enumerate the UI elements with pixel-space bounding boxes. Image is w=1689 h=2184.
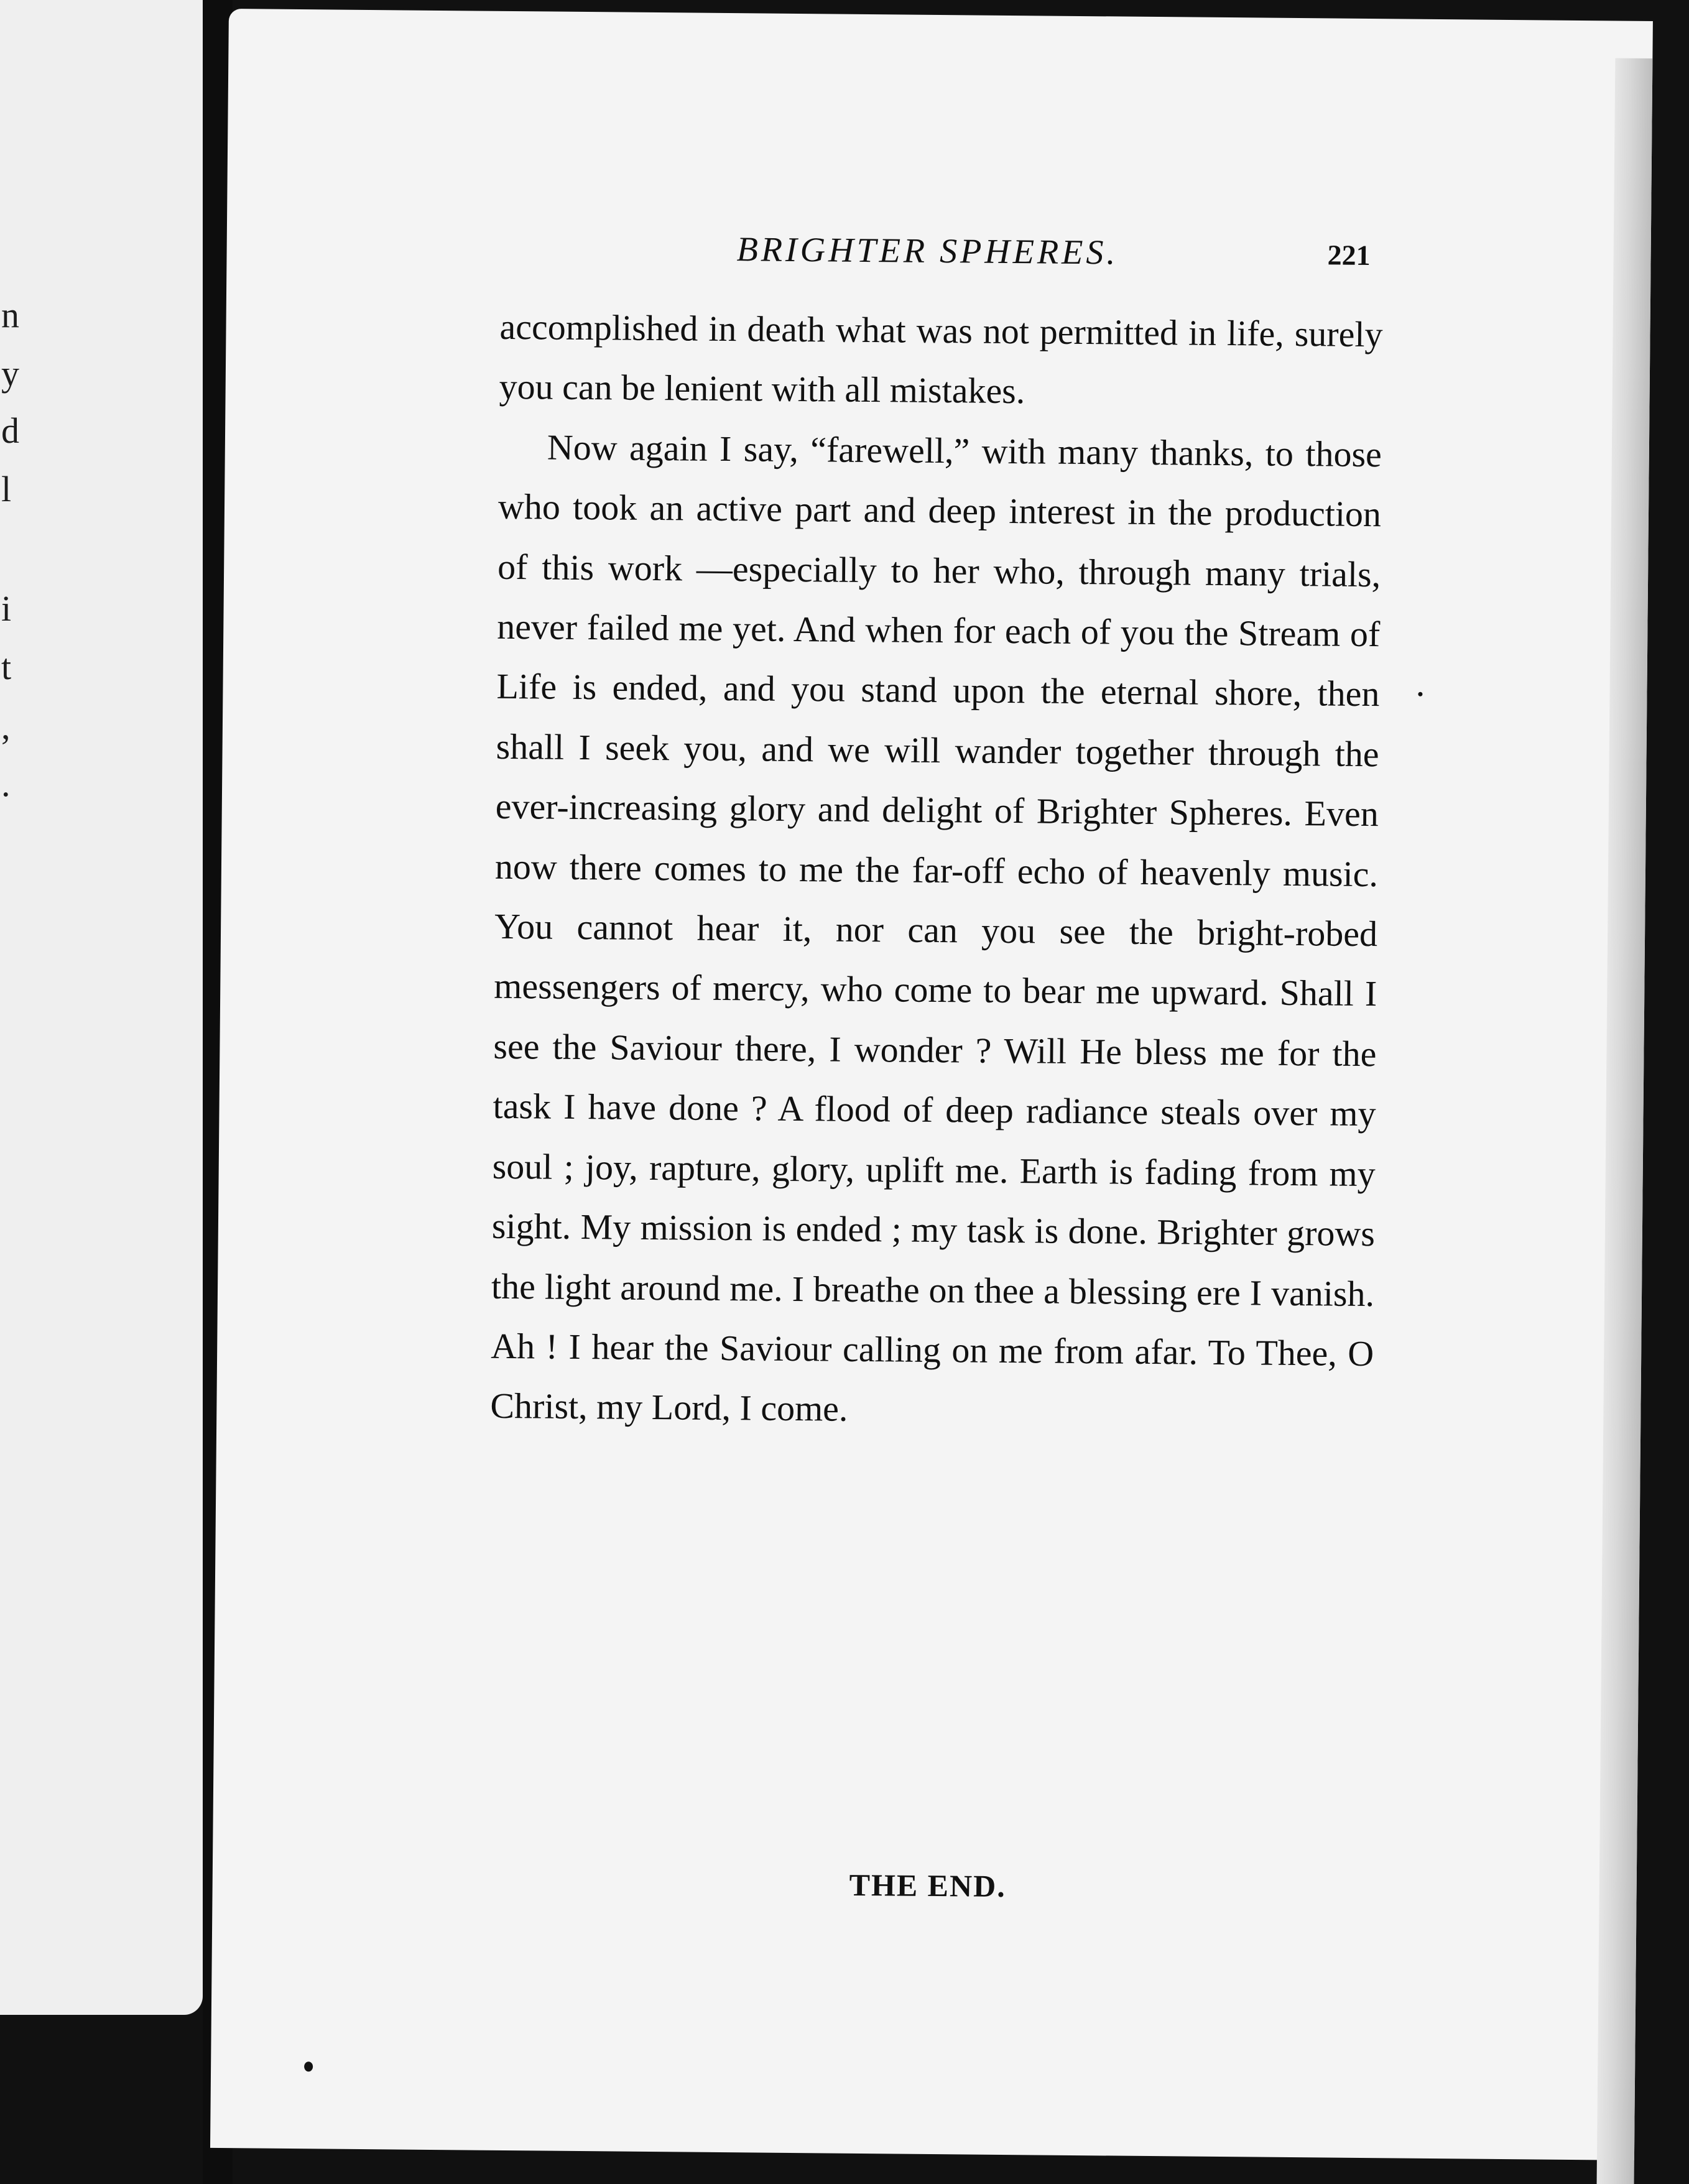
left-page-fragment: d bbox=[1, 410, 19, 451]
ink-speck bbox=[304, 2061, 313, 2071]
body-text bbox=[490, 297, 1383, 1904]
left-page-fragment: . bbox=[1, 764, 11, 804]
left-page-fragment: i bbox=[1, 588, 12, 629]
left-page-fragment: t bbox=[1, 647, 12, 687]
left-page-fragment: n bbox=[1, 295, 19, 335]
paragraph: Now again I say, “farewell,” with many thanks, to those who took an active part and deep interest in the production of this work —especially to her who, through many trials, never failed me yet. And when for each of you the Stream of Life is ended, and you stand upon the eternal shore, then shall I seek you, and we will wander together through the ever-increasing glory and delight of Brighter Spheres. Even now there comes to me the far-off echo of heavenly music. You cannot hear it, nor can you see the bright-robed messengers of mercy, who come to bear me upward. Shall I see the Saviour there, I wonder ? Will He bless me for the task I have done ? A flood of deep radiance steals over my soul ; joy, rapture, glory, uplift me. Earth is fading from my sight. My mission is ended ; my task is done. Brighter grows the light around me. I breathe on thee a blessing ere I vanish. Ah ! I hear the Saviour calling on me from afar. To Thee, O Christ, my Lord, I come. bbox=[490, 427, 1382, 1430]
paragraph: accomplished in death what was not permitted in life, surely you can be lenient with all mistakes. bbox=[499, 306, 1383, 412]
ink-speck bbox=[1418, 692, 1422, 696]
left-page-fragment: l bbox=[1, 469, 12, 509]
page-number: 221 bbox=[1327, 239, 1371, 272]
left-page-fragment: y bbox=[1, 353, 19, 394]
running-head: BRIGHTER SPHERES. bbox=[736, 230, 1119, 272]
book-page bbox=[210, 9, 1653, 2160]
page-edge-shadow bbox=[1596, 58, 1652, 2184]
left-page-fragment: , bbox=[1, 706, 11, 747]
left-facing-page bbox=[0, 0, 203, 2015]
the-end-label: THE END. bbox=[849, 1867, 1007, 1904]
